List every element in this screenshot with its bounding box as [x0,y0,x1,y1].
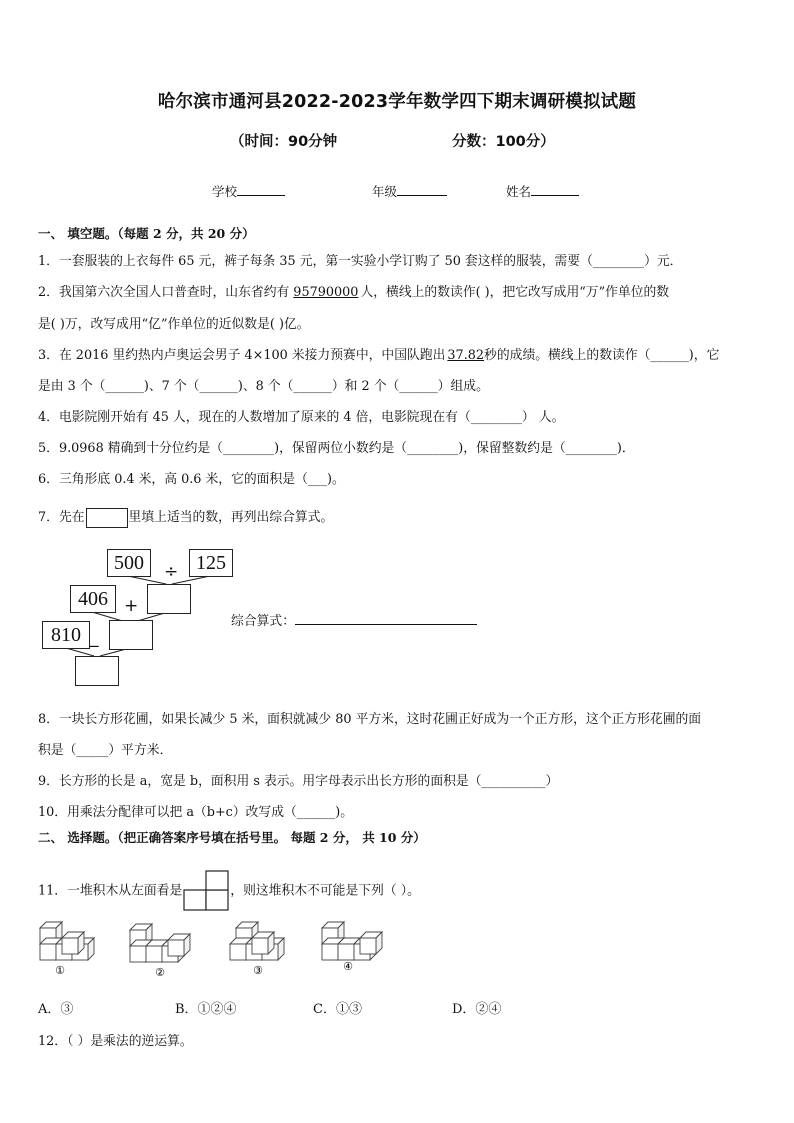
question-11: 11．一堆积木从左面看是 ，则这堆积木不可能是下列（ ）。 [38,870,420,912]
grade-label: 年级 [372,184,398,199]
plus-operator: + [124,596,139,616]
divide-operator: ÷ [164,562,179,582]
block-figure-3 [230,922,284,960]
option-d[interactable]: D．②④ [452,1002,502,1017]
question-9: 9．长方形的长是 a，宽是 b，面积用 s 表示。用字母表示出长方形的面积是（__________） [38,774,559,789]
q7-formula [231,610,477,629]
question-8-line-2: 积是（_____）平方米． [38,743,173,758]
answer-box-quotient[interactable] [147,584,191,614]
figure-label-2: ② [155,966,165,979]
left-view-icon [183,870,229,912]
figure-label-1: ① [55,964,65,977]
question-3-line-2: 是由 3 个（______)、7 个（______)、8 个（______）和 2 个（______）组成。 [38,379,489,394]
school-label: 学校 [212,184,238,199]
number-box-500: 500 [107,549,151,577]
number-box-406: 406 [70,585,116,613]
question-2-line-2: 是( )万，改写成用“亿”作单位的近似数是( )亿。 [38,317,310,332]
question-8-line-1: 8．一块长方形花圃，如果长减少 5 米，面积就减少 80 平方米，这时花圃正好成为一个正方形，这个正方形花圃的面 [38,712,702,727]
answer-box-difference[interactable] [75,656,119,686]
question-7: 7．先在 里填上适当的数，再列出综合算式。 [38,506,333,528]
block-figure-4 [322,922,382,960]
formula-label: 综合算式： [231,614,295,629]
block-figure-1 [40,922,94,960]
figure-label-4: ④ [343,960,353,973]
question-1: 1．一套服装的上衣每件 65 元，裤子每条 35 元，第一实验小学订购了 50 套这样的服装，需要（________）元． [38,254,683,269]
option-c[interactable]: C．①③ [313,1002,362,1017]
q3-number: 37.82 [447,348,485,363]
q11-figures [30,918,410,980]
question-4: 4．电影院刚开始有 45 人，现在的人数增加了原来的 4 倍，电影院现在有（________） 人。 [38,410,565,425]
block-figure-2 [130,924,190,962]
name-label: 姓名 [506,184,532,199]
exam-title: 哈尔滨市通河县2022-2023学年数学四下期末调研模拟试题 [157,92,637,112]
question-6: 6．三角形底 0.4 米，高 0.6 米，它的面积是（___)。 [38,472,345,487]
q2-number: 95790000 [293,285,359,300]
formula-blank[interactable] [295,611,477,625]
question-12: 12．（ ）是乘法的逆运算。 [38,1034,193,1049]
option-b[interactable]: B．①②④ [175,1002,237,1017]
answer-box-sum[interactable] [109,620,153,650]
number-box-810: 810 [42,621,90,649]
question-3-line-1: 3．在 2016 里约热内卢奥运会男子 4×100 米接力预赛中，中国队跑出 37.82秒的成绩。横线上的数读作（______)，它 [38,348,720,363]
number-box-125: 125 [189,549,233,577]
figure-label-3: ③ [253,964,263,977]
question-10: 10．用乘法分配律可以把 a（b+c）改写成（______)。 [38,805,353,820]
exam-time: （时间：90分钟 [230,134,338,150]
exam-score: 分数：100分） [452,134,555,150]
connector-line [66,648,94,656]
minus-operator: _ [90,628,99,648]
section-2-title: 二、 选择题。（把正确答案序号填在括号里。 每题 2 分， 共 10 分） [38,830,426,845]
option-a[interactable]: A．③ [38,1002,74,1017]
question-5: 5．9.0968 精确到十分位约是（________)，保留两位小数约是（________)，保留整数约是（________)． [38,441,635,456]
question-2-line-1: 2．我国第六次全国人口普查时，山东省约有 95790000 人，横线上的数读作( )，把它改写成用“万”作单位的数 [38,285,670,300]
section-1-title: 一、 填空题。（每题 2 分，共 20 分） [38,226,255,241]
connector-line [128,576,166,584]
